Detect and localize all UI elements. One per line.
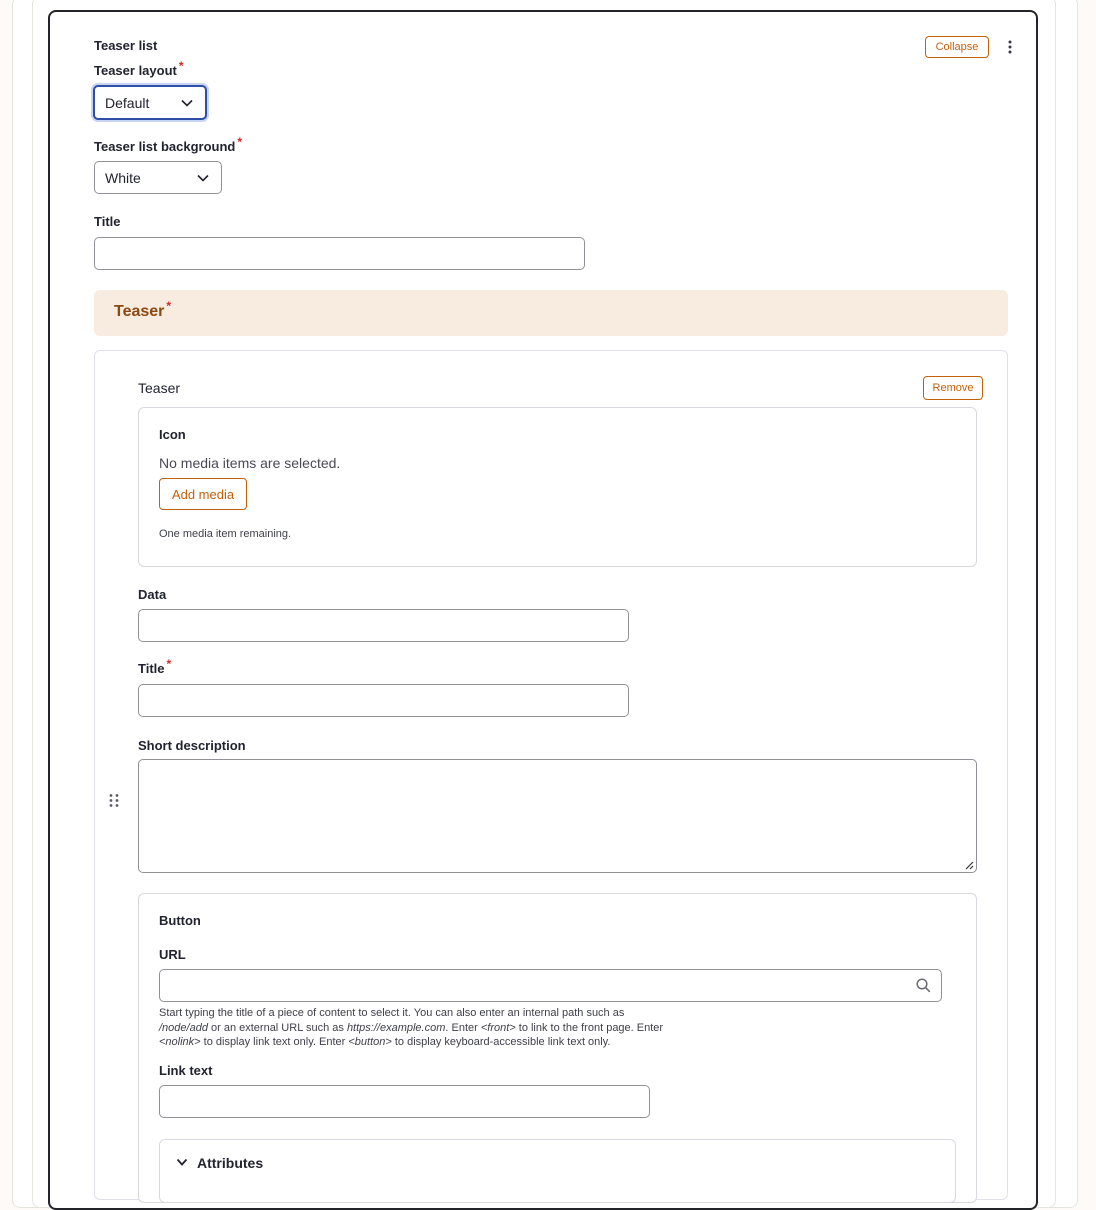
collapse-button[interactable]: Collapse	[925, 36, 989, 58]
teaser-list-background-label: Teaser list background *	[94, 134, 243, 154]
kebab-menu-icon[interactable]	[1003, 39, 1017, 55]
button-legend: Button	[159, 913, 201, 928]
data-input[interactable]	[138, 609, 629, 642]
item-title-input[interactable]	[138, 684, 629, 717]
teaser-list-background-value: White	[105, 169, 141, 186]
attributes-details[interactable]	[159, 1139, 956, 1203]
teaser-layout-select[interactable]	[93, 85, 207, 120]
add-media-button[interactable]: Add media	[159, 478, 247, 510]
item-title-label: Title *	[138, 656, 172, 676]
title-input[interactable]	[94, 237, 585, 270]
remove-button[interactable]: Remove	[923, 376, 983, 400]
teaser-layout-value: Default	[105, 94, 150, 111]
search-icon	[916, 978, 931, 993]
media-remaining-text: One media item remaining.	[159, 528, 292, 540]
link-text-input[interactable]	[159, 1085, 650, 1118]
data-label: Data	[138, 587, 167, 602]
icon-label: Icon	[159, 427, 186, 442]
link-text-label: Link text	[159, 1063, 213, 1078]
attributes-summary[interactable]: Attributes	[197, 1155, 264, 1171]
drag-handle-icon[interactable]	[108, 793, 120, 809]
short-description-label: Short description	[138, 738, 246, 753]
teaser-section-title: Teaser *	[114, 298, 172, 320]
chevron-down-icon	[197, 174, 209, 182]
chevron-down-icon[interactable]	[176, 1158, 188, 1167]
teaser-item-title: Teaser	[138, 380, 181, 396]
icon-fieldset	[138, 407, 977, 567]
url-input[interactable]	[159, 969, 942, 1002]
resize-handle-icon[interactable]	[964, 860, 974, 870]
paragraph-title: Teaser list	[94, 38, 158, 53]
no-media-text: No media items are selected.	[159, 455, 341, 471]
short-description-textarea[interactable]	[138, 759, 977, 873]
url-help-text: Start typing the title of a piece of content to select it. You can also enter an internal path such as /node/add or an external URL such as https://example.com. Enter <front> to link to the front page. Enter <nolink> to display link text only. Enter <button> to display keyboard-accessible link text only.	[159, 1007, 664, 1048]
teaser-list-background-select[interactable]	[94, 161, 222, 194]
teaser-section-header	[94, 290, 1008, 336]
teaser-layout-label: Teaser layout *	[94, 58, 184, 78]
chevron-down-icon	[181, 99, 193, 107]
url-label: URL	[159, 947, 186, 962]
title-label: Title	[94, 214, 121, 229]
